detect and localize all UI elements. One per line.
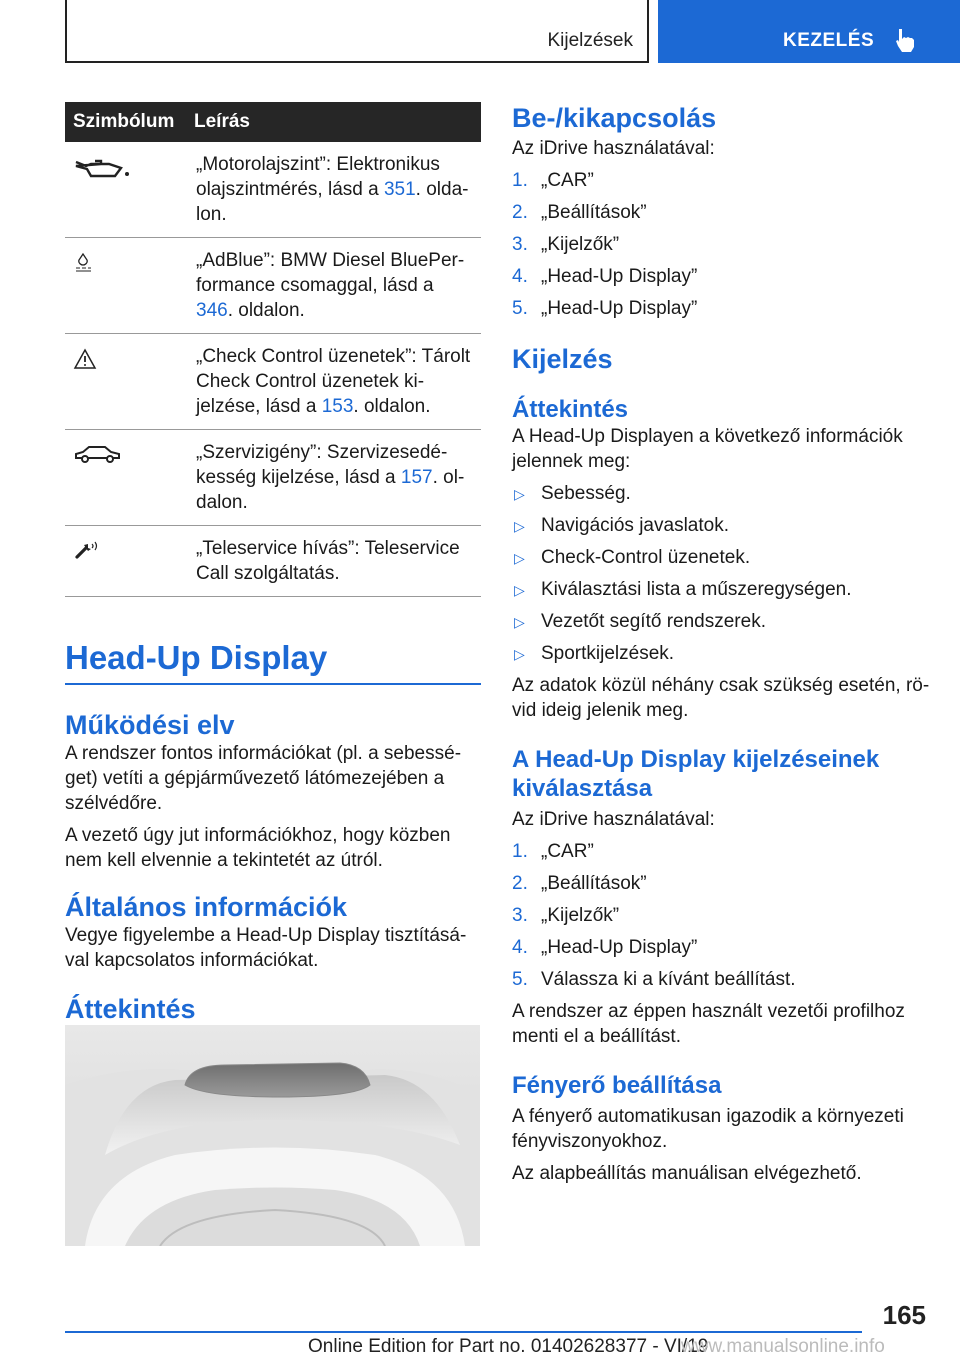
page-link[interactable]: 351 [383, 179, 416, 200]
col-header-symbol: Szimbólum [65, 102, 186, 142]
select-note: A rendszer az éppen használt vezetői profilhoz menti el a beállítást. [512, 1001, 905, 1047]
list-item: 3. „Kijelzők” [512, 905, 620, 926]
section-title: Kijelzések [547, 30, 633, 51]
brightness-text-2: Az alapbeállítás manuálisan elvégezhető. [512, 1163, 862, 1184]
list-item: 3. „Kijelzők” [512, 234, 620, 255]
row-desc: „Szervizigény”: Szervizesedékesség kijelzése, lásd a [196, 442, 448, 488]
page-link[interactable]: 157 [400, 467, 433, 488]
list-item: ▷ Vezetőt segítő rendszerek. [512, 609, 930, 634]
triangle-bullet-icon: ▷ [514, 582, 525, 598]
working-principle-text-1: A rendszer fontos információkat (pl. a sebességet) vetíti a gépjárművezető látómezejében a szélvédőre. [65, 743, 462, 814]
table-row [65, 142, 481, 238]
col-header-description: Leírás [186, 102, 481, 142]
list-item: 2. „Beállítások” [512, 202, 647, 223]
heading-brightness: Fényerő beállítása [512, 1072, 722, 1099]
watermark: www.manualsonline.info [681, 1336, 885, 1357]
triangle-bullet-icon: ▷ [514, 646, 525, 662]
triangle-bullet-icon: ▷ [514, 614, 525, 630]
table-row [65, 430, 481, 526]
general-info-text: Vegye figyelembe a Head-Up Display tisztításával kapcsolatos információkat. [65, 925, 467, 971]
list-item: 2. „Beállítások” [512, 873, 647, 894]
adblue-icon [73, 252, 93, 272]
heading-working-principle: Működési elv [65, 710, 235, 740]
header-section-box [65, 0, 649, 63]
heading-display: Kijelzés [512, 344, 613, 374]
page-link[interactable]: 153 [321, 396, 354, 417]
heading-overview-right: Áttekintés [512, 396, 629, 423]
left-column [65, 102, 481, 1025]
service-car-icon [73, 444, 123, 464]
select-steps [512, 839, 930, 992]
list-item: 1. „CAR” [512, 841, 594, 862]
edition-note: Online Edition for Part no. 01402628377 - VI/19 [308, 1336, 709, 1357]
triangle-bullet-icon: ▷ [514, 518, 525, 534]
list-item: ▷ Navigációs javaslatok. [512, 513, 930, 538]
symbol-table [65, 102, 481, 597]
oil-can-icon [73, 156, 131, 180]
overview-note: Az adatok közül néhány csak szükség esetén, rövid ideig jelenik meg. [512, 675, 930, 721]
row-desc: „Check Control üzenetek”: Tárolt Check Control üzenetek kijelzése, lásd a [196, 346, 471, 417]
row-desc-end: . oldalon. [196, 467, 465, 513]
list-item: 1. „CAR” [512, 170, 594, 191]
page-link[interactable]: 346 [196, 300, 228, 321]
overview-list [512, 481, 930, 666]
list-item: ▷ Kiválasztási lista a műszeregységen. [512, 577, 930, 602]
triangle-bullet-icon: ▷ [514, 486, 525, 502]
list-item: 4. „Head-Up Display” [512, 266, 698, 287]
heading-select-displays: A Head-Up Display kijelzéseinek kiválasztása [512, 746, 880, 802]
overview-intro: A Head-Up Displayen a következő információk jelennek meg: [512, 426, 903, 472]
chapter-title: KEZELÉS [783, 30, 875, 51]
heading-overview: Áttekintés [65, 994, 196, 1024]
working-principle-text-2: A vezető úgy jut információkhoz, hogy közben nem kell elvennie a tekintetét az útról. [65, 825, 451, 871]
row-desc: „AdBlue”: BMW Diesel BluePerformance csomaggal, lásd a [196, 250, 465, 296]
pointing-hand-icon [895, 27, 917, 53]
list-item: ▷ Sebesség. [512, 481, 930, 506]
row-desc-end: . oldalon. [196, 179, 469, 225]
table-row [65, 526, 481, 597]
right-column [512, 102, 930, 1186]
row-desc: „Teleservice hívás”: Teleservice Call szolgáltatás. [196, 538, 460, 584]
list-item: 5. „Head-Up Display” [512, 298, 698, 319]
list-item: ▷ Sportkijelzések. [512, 641, 930, 666]
hud-photo [65, 1025, 480, 1246]
on-off-intro: Az iDrive használatával: [512, 138, 715, 159]
heading-head-up-display: Head-Up Display [65, 639, 481, 685]
on-off-steps [512, 168, 930, 321]
row-desc: „Motorolajszint”: Elektronikus olajszintmérés, lásd a [196, 154, 440, 200]
teleservice-wrench-icon [73, 540, 101, 560]
page-number: 165 [882, 1300, 926, 1330]
footer-divider [65, 1331, 862, 1333]
heading-on-off: Be-/kikapcsolás [512, 103, 717, 133]
list-item: ▷ Check-Control üzenetek. [512, 545, 930, 570]
table-row [65, 334, 481, 430]
warning-triangle-icon [73, 348, 97, 370]
chapter-tab [658, 0, 960, 63]
triangle-bullet-icon: ▷ [514, 550, 525, 566]
select-intro: Az iDrive használatával: [512, 809, 715, 830]
heading-general-info: Általános információk [65, 892, 348, 922]
row-desc-end: . oldalon. [353, 396, 431, 417]
list-item: 4. „Head-Up Display” [512, 937, 698, 958]
table-row [65, 238, 481, 334]
list-item: 5. Válassza ki a kívánt beállítást. [512, 969, 796, 990]
row-desc-end: . oldalon. [227, 300, 305, 321]
brightness-text-1: A fényerő automatikusan igazodik a környezeti fényviszonyokhoz. [512, 1106, 904, 1152]
